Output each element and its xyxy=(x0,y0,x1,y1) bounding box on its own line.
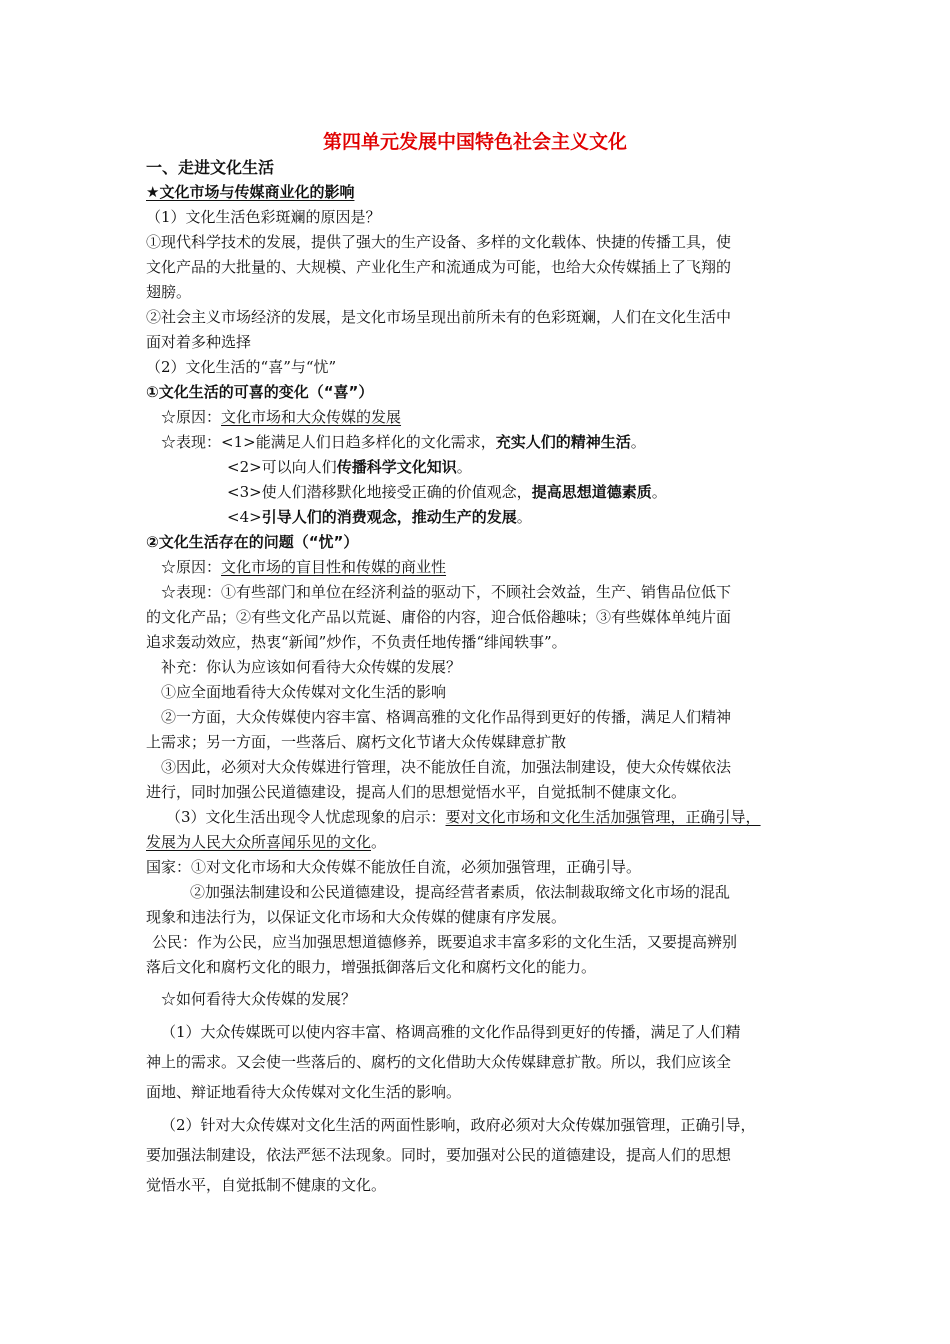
question-3 xyxy=(166,805,836,829)
question-3-prefix: （3）文化生活出现令人忧虑现象的启示： xyxy=(166,808,446,826)
xi-heading: ①文化生活的可喜的变化（“喜”） xyxy=(146,383,374,401)
you-reason xyxy=(161,555,831,579)
question-3-end: 。 xyxy=(371,833,387,851)
xi-point-end: 。 xyxy=(516,508,532,526)
you-show-line: 的文化产品；②有些文化产品以荒诞、庸俗的内容，迎合低俗趣味；③有些媒体单纯片面 xyxy=(146,608,732,626)
xi-point-bold: 传播科学文化知识 xyxy=(336,458,457,476)
how-paragraph-1: 神上的需求。又会使一些落后的、腐朽的文化借助大众传媒肆意扩散。所以，我们应该全 xyxy=(146,1053,732,1071)
answer-2-line: 面对着多种选择 xyxy=(146,333,252,351)
xi-point-bold: 引导人们的消费观念，推动生产的发展 xyxy=(261,508,517,526)
question-3-cont xyxy=(146,830,816,854)
you-show-line: 追求轰动效应，热衷“新闻”炒作，不负责任地传播“绯闻轶事”。 xyxy=(146,633,567,651)
document-title: 第四单元发展中国特色社会主义文化 xyxy=(322,131,627,153)
supplement-question: 补充：你认为应该如何看待大众传媒的发展？ xyxy=(161,658,462,676)
state-line: 国家：①对文化市场和大众传媒不能放任自流，必须加强管理，正确引导。 xyxy=(146,858,642,876)
question-3-answer: 要对文化市场和文化生活加强管理，正确引导， xyxy=(445,808,761,826)
how-question: ☆如何看待大众传媒的发展？ xyxy=(161,990,357,1008)
xi-show-1 xyxy=(161,430,831,454)
xi-point-end: 。 xyxy=(630,433,646,451)
state-line: ②加强法制建设和公民道德建设，提高经营者素质，依法制裁取缔文化市场的混乱 xyxy=(190,883,731,901)
how-paragraph-1: （1）大众传媒既可以使内容丰富、格调高雅的文化作品得到更好的传播，满足了人们精 xyxy=(161,1023,741,1041)
citizen-line: 公民：作为公民，应当加强思想道德修养，既要追求丰富多彩的文化生活，又要提高辨别 xyxy=(152,933,738,951)
citizen-line: 落后文化和腐朽文化的眼力，增强抵御落后文化和腐朽文化的能力。 xyxy=(146,958,597,976)
xi-point-bold: 提高思想道德素质 xyxy=(531,483,652,501)
answer-1-line: ①现代科学技术的发展，提供了强大的生产设备、多样的文化载体、快捷的传播工具，使 xyxy=(146,233,732,251)
supplement-answer-2: ②一方面，大众传媒使内容丰富、格调高雅的文化作品得到更好的传播，满足人们精神 xyxy=(161,708,732,726)
xi-point-end: 。 xyxy=(456,458,472,476)
xi-show-4 xyxy=(227,505,897,529)
question-2: （2）文化生活的“喜”与“忧” xyxy=(146,358,337,376)
how-paragraph-1: 面地、辩证地看待大众传媒对文化生活的影响。 xyxy=(146,1083,462,1101)
answer-2-line: ②社会主义市场经济的发展，是文化市场呈现出前所未有的色彩斑斓，人们在文化生活中 xyxy=(146,308,732,326)
xi-point-text: <1>能满足人们日趋多样化的文化需求， xyxy=(221,433,496,451)
answer-1-line: 翅膀。 xyxy=(146,283,192,301)
question-1: （1）文化生活色彩斑斓的原因是？ xyxy=(146,208,381,226)
xi-show-3 xyxy=(227,480,897,504)
you-reason-text: 文化市场的盲目性和传媒的商业性 xyxy=(221,558,447,576)
section-heading: 一、走进文化生活 xyxy=(146,158,275,177)
state-line: 现象和违法行为，以保证文化市场和大众传媒的健康有序发展。 xyxy=(146,908,567,926)
supplement-answer-2: 上需求；另一方面，一些落后、腐朽文化节诸大众传媒肆意扩散 xyxy=(146,733,567,751)
xi-point-bold: 充实人们的精神生活 xyxy=(495,433,631,451)
how-paragraph-2: 要加强法制建设，依法严惩不法现象。同时，要加强对公民的道德建设，提高人们的思想 xyxy=(146,1146,732,1164)
supplement-answer-3: ③因此，必须对大众传媒进行管理，决不能放任自流，加强法制建设，使大众传媒依法 xyxy=(161,758,732,776)
supplement-answer-3: 进行，同时加强公民道德建设，提高人们的思想觉悟水平，自觉抵制不健康文化。 xyxy=(146,783,687,801)
xi-point-text: <4> xyxy=(227,508,262,526)
you-heading: ②文化生活存在的问题（“忧”） xyxy=(146,533,359,551)
xi-point-end: 。 xyxy=(651,483,667,501)
you-reason-label: ☆原因： xyxy=(161,558,222,576)
xi-show-label: ☆表现： xyxy=(161,433,222,451)
xi-show-2 xyxy=(227,455,897,479)
answer-1-line: 文化产品的大批量的、大规模、产业化生产和流通成为可能，也给大众传媒插上了飞翔的 xyxy=(146,258,732,276)
how-paragraph-2: （2）针对大众传媒对文化生活的两面性影响，政府必须对大众传媒加强管理，正确引导， xyxy=(161,1116,756,1134)
xi-reason xyxy=(161,405,831,429)
topic-heading: ★文化市场与传媒商业化的影响 xyxy=(146,183,355,201)
question-3-answer: 发展为人民大众所喜闻乐见的文化 xyxy=(146,833,372,851)
xi-point-text: <2>可以向人们 xyxy=(227,458,337,476)
xi-reason-label: ☆原因： xyxy=(161,408,222,426)
xi-point-text: <3>使人们潜移默化地接受正确的价值观念， xyxy=(227,483,532,501)
xi-reason-text: 文化市场和大众传媒的发展 xyxy=(221,408,402,426)
supplement-answer-1: ①应全面地看待大众传媒对文化生活的影响 xyxy=(161,683,447,701)
you-show-line: ☆表现：①有些部门和单位在经济利益的驱动下，不顾社会效益，生产、销售品位低下 xyxy=(161,583,732,601)
how-paragraph-2: 觉悟水平，自觉抵制不健康的文化。 xyxy=(146,1176,387,1194)
